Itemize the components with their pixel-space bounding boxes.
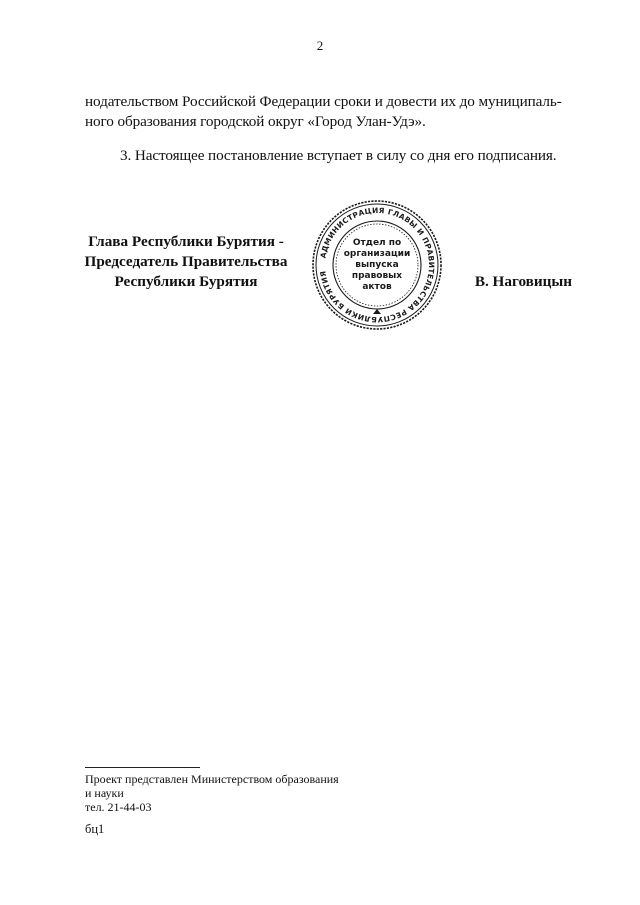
paragraph-clause-3: 3. Настоящее постановление вступает в силу со дня его подписания. — [120, 147, 557, 164]
footer-line: Проект представлен Министерством образования — [85, 772, 339, 786]
signatory-title-line: Председатель Правительства — [84, 253, 288, 270]
official-stamp — [310, 198, 444, 332]
paragraph-continuation — [85, 92, 570, 132]
stamp-center-line: организации — [343, 249, 411, 259]
footer-note — [85, 772, 405, 814]
signatory-title-line: Республики Бурятия — [114, 273, 258, 290]
document-code: бц1 — [85, 822, 105, 836]
stamp-center-line: выпуска — [355, 260, 399, 270]
stamp-star-icon — [373, 309, 381, 314]
footer-line: тел. 21-44-03 — [85, 800, 152, 814]
paragraph-line: ного образования городской округ «Город Улан-Удэ». — [85, 113, 426, 130]
stamp-center-line: Отдел по — [352, 238, 402, 248]
signatory-title — [72, 232, 300, 292]
footer-divider — [85, 767, 200, 768]
stamp-center-line: актов — [362, 282, 392, 292]
signatory-title-line: Глава Республики Бурятия - — [88, 233, 284, 250]
paragraph-line: нодательством Российской Федерации сроки и довести их до муниципаль- — [85, 93, 562, 110]
stamp-center-line: правовых — [351, 271, 403, 281]
signatory-name: В. Наговицын — [474, 273, 572, 290]
page-number: 2 — [316, 38, 324, 53]
stamp-ring-text: АДМИНИСТРАЦИЯ ГЛАВЫ И ПРАВИТЕЛЬСТВА РЕСПУБЛИКИ БУРЯТИЯ — [318, 205, 437, 325]
footer-line: и науки — [85, 786, 124, 800]
